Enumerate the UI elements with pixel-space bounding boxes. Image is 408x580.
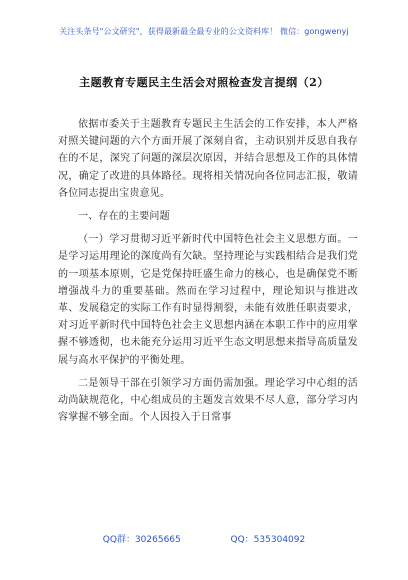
section-heading: 一、存在的主要问题 xyxy=(78,211,170,223)
paragraph-study: （一）学习贯彻习近平新时代中国特色社会主义思想方面。一是学习运用理论的深度尚有欠缺。坚持理论与实践相结合是我们党的一项基本原则，它是党保持旺盛生命力的核心，也是确保党不断增强战斗力的重要基础。然而在学习过程中，理论知识与推进改革、发展稳定的实际工作有时显得割裂，未能有效胜任职责要求，对习近平新时代中国特色社会主义思想内涵在本职工作中的应用掌握不够透彻，也未能充分运用习近平生态文明思想来指导高质量发展与高水平保护的平衡处理。 xyxy=(58,234,358,366)
paragraph-intro: 依据市委关于主题教育专题民主生活会的工作安排，本人严格对照关键问题的六个方面开展了深刻自省，主动识别并反思自我存在的不足，深究了问题的深层次原因，并结合思想及工作的具体情况，确定了改进的具体路径。现将相关情况向各位同志汇报，敬请各位同志提出宝贵意见。 xyxy=(58,119,358,199)
qq-number: QQ：535304092 xyxy=(230,535,306,545)
document-body xyxy=(58,116,358,426)
header-banner: 关注头条号"公文研究"，获得最新最全最专业的公文资料库！ 微信：gongwenyj xyxy=(59,27,349,36)
page-title: 主题教育专题民主生活会对照检查发言提纲（2） xyxy=(79,76,329,89)
footer-contact xyxy=(0,532,408,545)
paragraph-leadership: 二是领导干部在引领学习方面仍需加强。理论学习中心组的活动尚缺规范化，中心组成员的主题发言效果不尽人意，部分学习内容掌握不够全面。个人因投入于日常事 xyxy=(58,377,358,424)
qq-group-number: QQ群：30265665 xyxy=(102,535,181,545)
